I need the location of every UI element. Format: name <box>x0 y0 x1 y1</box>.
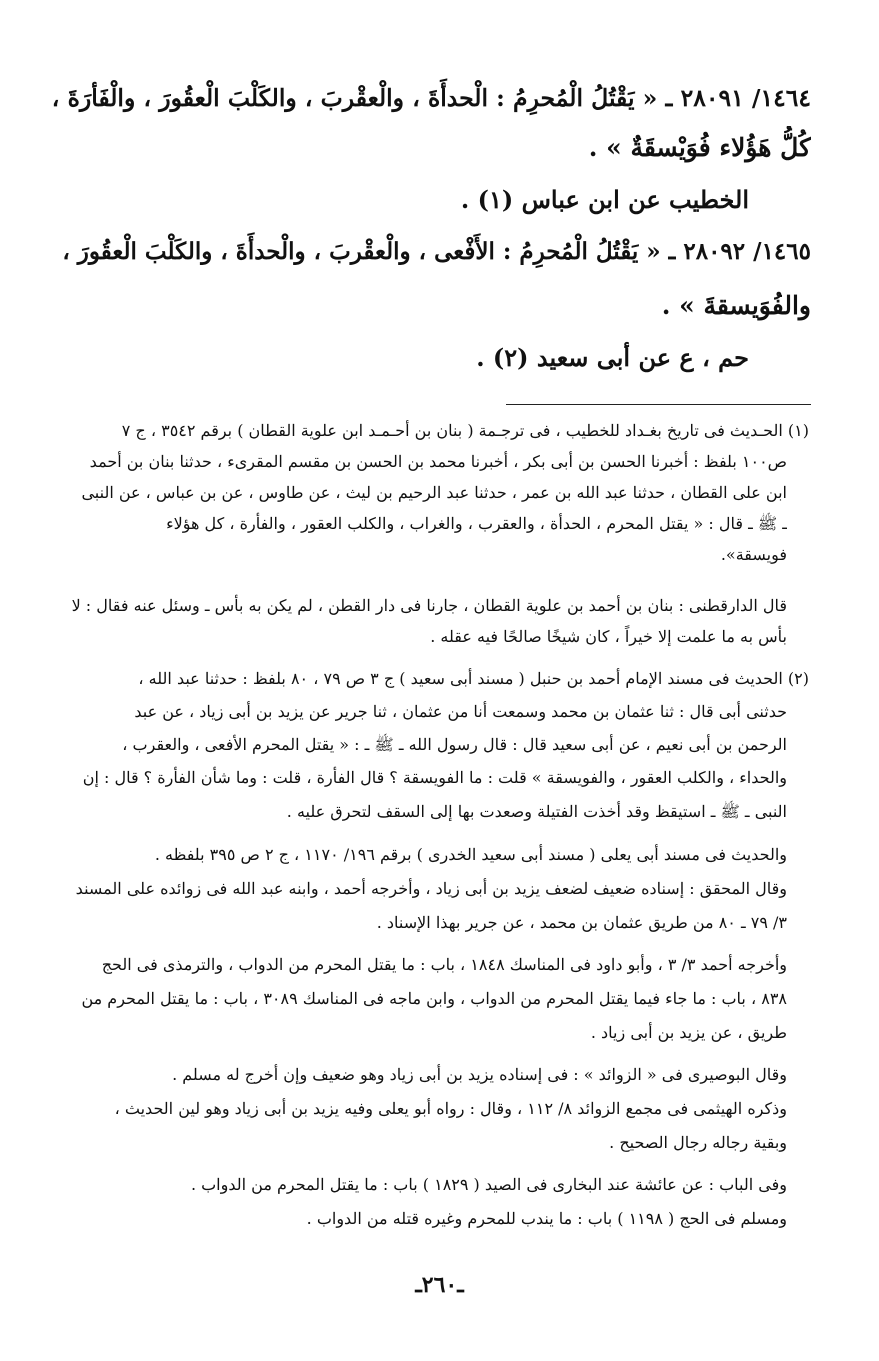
footnote-line: وبقية رجاله رجال الصحيح . <box>609 1133 787 1152</box>
footnote-line: (١) الحـديث فى تاريخ بغـداد للخطيب ، فى ترجـمة ( بنان بن أحـمـد ابن علوية القطان ) برقم ٣٥٤٢ ، ج ٧ <box>121 421 809 440</box>
footnote-line: والحديث فى مسند أبى يعلى ( مسند أبى سعيد الخدرى ) برقم ١٩٦/ ١١٧٠ ، ج ٢ ص ٣٩٥ بلفظه . <box>154 845 787 864</box>
footnote-line: وأخرجه أحمد ٣/ ٣ ، وأبو داود فى المناسك ١٨٤٨ ، باب : ما يقتل المحرم من الدواب ، والترمذى فى الحج <box>101 955 787 974</box>
hadith-1465-line-2: والفُوَيسقةَ » . <box>661 291 811 320</box>
hadith-1464-line-1: ١٤٦٤/ ٢٨٠٩١ ـ « يَقْتُلُ الْمُحرِمُ : الْحدأَةَ ، والْعقْربَ ، والكَلْبَ الْعقُورَ ، والْفَأرَةَ ، <box>51 84 811 112</box>
footnote-line: والحداء ، والكلب العقور ، والفويسقة » قلت : ما الفويسقة ؟ قال الفأرة ، قلت : وما شأن الفأرة ؟ قال : إن <box>82 768 787 787</box>
footnote-line: ومسلم فى الحج ( ١١٩٨ ) باب : ما يندب للمحرم وغيره قتله من الدواب . <box>306 1209 787 1228</box>
hadith-1464-line-2: كُلُّ هَؤُلاء فُوَيْسقَةٌ » . <box>588 133 811 162</box>
footnote-separator <box>506 404 811 405</box>
footnote-line: النبى ـ ﷺ ـ استيقظ وقد أخذت الفتيلة وصعدت بها إلى السقف لتحرق عليه . <box>286 802 787 821</box>
footnote-line: ص١٠٠ بلفظ : أخبرنا الحسن بن أبى بكر ، أخبرنا محمد بن الحسن بن مقسم المقرىء ، حدثنا بنان بن أحمد <box>89 452 787 471</box>
footnote-line: وذكره الهيثمى فى مجمع الزوائد ٨/ ١١٢ ، وقال : رواه أبو يعلى وفيه يزيد بن أبى زياد وهو لين الحديث ، <box>114 1099 787 1118</box>
hadith-1465-line-1: ١٤٦٥/ ٢٨٠٩٢ ـ « يَقْتُلُ الْمُحرِمُ : الأَفْعى ، والْعقْربَ ، والْحدأَةَ ، والكَلْبَ الْعقُورَ ، <box>62 238 811 265</box>
footnote-line: حدثنى أبى قال : ثنا عثمان بن محمد وسمعت أنا من عثمان ، ثنا جرير عن يزيد بن أبى زياد ، عن عبد <box>134 702 787 721</box>
footnote-line: ابن على القطان ، حدثنا عبد الله بن عمر ، حدثنا عبد الرحيم بن ليث ، عن طاوس ، عن بن عباس ، عن النبى <box>81 483 787 502</box>
footnote-line: ٨٣٨ ، باب : ما جاء فيما يقتل المحرم من الدواب ، وابن ماجه فى المناسك ٣٠٨٩ ، باب : ما يقتل المحرم من <box>81 989 787 1008</box>
source-1464: الخطيب عن ابن عباس (١) . <box>460 185 749 214</box>
source-1465: حم ، ع عن أبى سعيد (٢) . <box>476 343 749 372</box>
footnote-line: طريق ، عن يزيد بن أبى زياد . <box>590 1023 787 1042</box>
footnote-line: وفى الباب : عن عائشة عند البخارى فى الصيد ( ١٨٢٩ ) باب : ما يقتل المحرم من الدواب . <box>190 1175 787 1194</box>
footnote-line: (٢) الحديث فى مسند الإمام أحمد بن حنبل ( مسند أبى سعيد ) ج ٣ ص ٧٩ ، ٨٠ بلفظ : حدثنا عبد الله ، <box>138 669 809 688</box>
footnote-line: فويسقة». <box>720 545 787 564</box>
footnote-line: الرحمن بن أبى نعيم ، عن أبى سعيد قال : قال رسول الله ـ ﷺ ـ : « يقتل المحرم الأفعى ، والعقرب ، <box>122 735 787 754</box>
page-number: ـ٢٦٠ـ <box>415 1272 464 1298</box>
footnote-line: قال الدارقطنى : بنان بن أحمد بن علوية القطان ، جارنا فى دار القطن ، لم يكن به بأس ـ وسئل عنه فقال : لا <box>71 596 787 615</box>
footnote-line: وقال البوصيرى فى « الزوائد » : فى إسناده يزيد بن أبى زياد وهو ضعيف وإن أخرج له مسلم . <box>172 1065 787 1084</box>
footnote-line: ـ ﷺ ـ قال : « يقتل المحرم ، الحدأة ، والعقرب ، والغراب ، والكلب العقور ، والفأرة ، كل هؤلاء <box>166 514 787 533</box>
footnote-line: وقال المحقق : إسناده ضعيف لضعف يزيد بن أبى زياد ، وأخرجه أحمد ، وابنه عبد الله فى زوائده على المسند <box>75 879 787 898</box>
footnote-line: ٣/ ٧٩ ـ ٨٠ من طريق عثمان بن محمد ، عن جرير بهذا الإسناد . <box>376 913 787 932</box>
footnote-line: بأس به ما علمت إلا خيراً ، كان شيخًا صالحًا فيه عقله . <box>430 627 787 646</box>
